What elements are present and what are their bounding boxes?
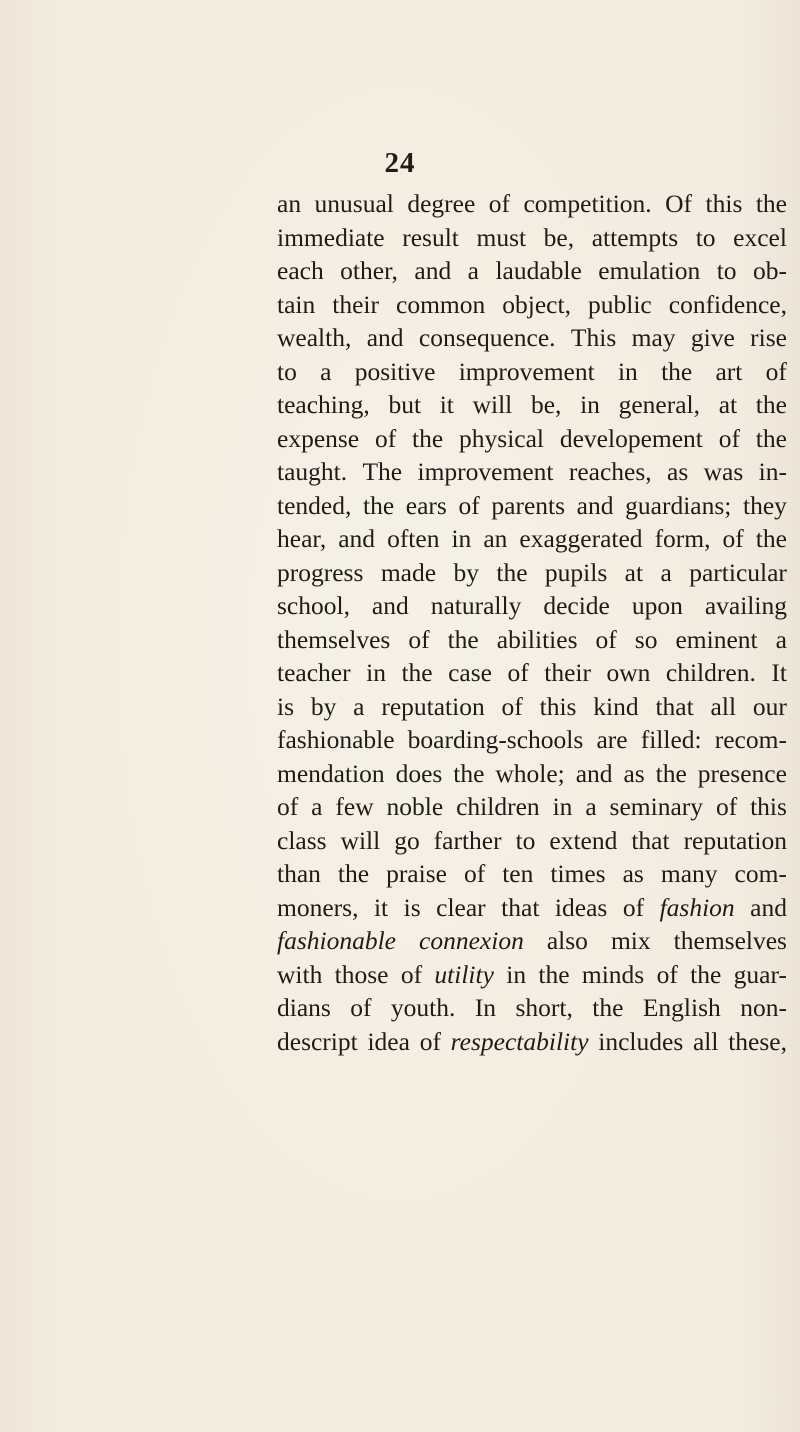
- word: idea: [367, 1026, 410, 1056]
- word: this: [705, 189, 743, 218]
- word: farther: [433, 825, 502, 855]
- word: boarding-schools: [407, 725, 584, 754]
- word: of: [488, 189, 511, 218]
- word: themselves: [673, 926, 787, 955]
- word: as: [623, 758, 645, 788]
- text-line: [277, 187, 787, 221]
- word: teaching,: [277, 390, 370, 419]
- word: will: [472, 390, 513, 419]
- word: the: [337, 859, 370, 888]
- word: object,: [502, 289, 571, 319]
- word: it: [439, 390, 454, 419]
- word: a: [320, 356, 332, 386]
- word: by: [453, 557, 479, 587]
- word: at: [718, 390, 738, 419]
- word: may: [631, 323, 676, 352]
- word: of: [277, 792, 299, 821]
- word: an: [483, 524, 508, 553]
- word: exaggerated: [519, 524, 643, 553]
- word: rise: [750, 323, 787, 352]
- word: our: [752, 691, 787, 721]
- word: of: [718, 423, 740, 453]
- text-line: [277, 388, 787, 422]
- word: the: [592, 993, 624, 1022]
- word: of: [765, 356, 787, 386]
- word: and: [366, 323, 404, 352]
- word: in: [506, 959, 527, 989]
- word: non-: [740, 993, 787, 1022]
- word: those: [334, 959, 389, 989]
- word: immediate: [277, 222, 385, 252]
- word: It: [771, 658, 787, 687]
- word: of: [501, 691, 523, 721]
- word: of: [400, 959, 423, 989]
- word: noble: [386, 792, 444, 821]
- word: and: [576, 490, 614, 520]
- word: and: [575, 758, 613, 788]
- word: few: [335, 792, 374, 821]
- word: children.: [665, 658, 756, 687]
- word: themselves: [277, 624, 391, 654]
- text-line: [277, 891, 787, 925]
- word: mendation: [277, 758, 385, 788]
- word: all: [692, 1026, 719, 1056]
- word: of: [419, 1026, 441, 1056]
- word: also: [546, 926, 588, 955]
- word: in-: [758, 457, 787, 486]
- word: ob-: [753, 256, 787, 285]
- word: to: [277, 356, 297, 386]
- word: presence: [697, 758, 787, 788]
- word: clear: [436, 892, 486, 922]
- word: progress: [277, 557, 364, 587]
- word: to: [716, 256, 737, 285]
- word: an: [277, 189, 302, 218]
- word: reaches,: [568, 457, 652, 486]
- word: does: [395, 758, 443, 788]
- word: a: [585, 792, 597, 821]
- text-line: [277, 723, 787, 757]
- word: of: [374, 423, 397, 453]
- word: and: [338, 524, 376, 553]
- word: extend: [549, 825, 618, 855]
- page-number: 24: [384, 147, 416, 179]
- word: the: [496, 557, 528, 587]
- word: at: [624, 557, 644, 587]
- word: they: [743, 490, 787, 520]
- text-line: [277, 1025, 787, 1059]
- word: times: [550, 859, 606, 888]
- word: this: [750, 792, 787, 821]
- word: the: [538, 959, 570, 989]
- word: this: [539, 691, 577, 721]
- word: the: [755, 524, 787, 553]
- word: reputation: [381, 691, 485, 721]
- word: the: [363, 490, 395, 520]
- text-line: [277, 757, 787, 791]
- word: public: [587, 289, 652, 319]
- word: in: [580, 390, 600, 419]
- word: pupils: [544, 557, 608, 587]
- word-italic: connexion: [419, 926, 524, 955]
- text-line: [277, 422, 787, 456]
- word: own: [606, 658, 651, 687]
- word: as: [622, 859, 644, 888]
- word: the: [755, 423, 787, 453]
- word: seminary: [609, 792, 704, 821]
- word: upon: [631, 591, 683, 620]
- word: consequence.: [418, 323, 556, 352]
- word: to: [515, 825, 536, 855]
- word: of: [622, 892, 645, 922]
- body-text: [277, 187, 787, 1058]
- word: case: [448, 658, 492, 687]
- text-line: [277, 321, 787, 355]
- text-line: [277, 623, 787, 657]
- word: reputation: [683, 825, 787, 855]
- text-line: [277, 824, 787, 858]
- word: decide: [543, 591, 610, 620]
- word: in: [617, 356, 638, 386]
- word: descript: [277, 1026, 358, 1056]
- word: expense: [277, 423, 360, 453]
- text-line: [277, 656, 787, 690]
- text-line: [277, 924, 787, 958]
- word-italic: fashion: [659, 892, 735, 922]
- word: praise: [386, 859, 447, 888]
- word: com-: [734, 859, 787, 888]
- word: positive: [354, 356, 436, 386]
- word: the: [755, 189, 787, 218]
- word: children: [456, 792, 540, 821]
- word: taught.: [277, 457, 348, 486]
- word: than: [277, 859, 321, 888]
- word: so: [634, 624, 658, 654]
- word: excel: [733, 222, 787, 252]
- word: kind: [593, 691, 639, 721]
- word: Of: [665, 189, 693, 218]
- word: youth.: [390, 993, 456, 1022]
- word: but: [388, 390, 422, 419]
- word: result: [402, 222, 459, 252]
- word: common: [396, 289, 486, 319]
- text-line: [277, 221, 787, 255]
- word: guar-: [733, 959, 787, 989]
- word: tended,: [277, 490, 352, 520]
- word-italic: utility: [434, 959, 494, 989]
- word: give: [690, 323, 735, 352]
- word: filled:: [640, 725, 702, 754]
- word: naturally: [430, 591, 522, 620]
- word: a: [311, 792, 323, 821]
- text-line: [277, 355, 787, 389]
- word: all: [710, 691, 737, 721]
- word: particular: [689, 557, 787, 587]
- word: of: [350, 993, 372, 1022]
- word: these,: [728, 1026, 787, 1056]
- word: This: [570, 323, 617, 352]
- word: the: [401, 658, 433, 687]
- text-line: [277, 589, 787, 623]
- word: by: [310, 691, 337, 721]
- word: of: [595, 624, 617, 654]
- word: hear,: [277, 524, 327, 553]
- word: emulation: [598, 256, 701, 285]
- word: in: [366, 658, 386, 687]
- word: are: [596, 725, 628, 754]
- word: a: [660, 557, 672, 587]
- word: eminent: [675, 624, 758, 654]
- word: of: [722, 524, 744, 553]
- word: recom-: [714, 725, 787, 754]
- word: of: [458, 490, 480, 520]
- word: other,: [340, 256, 398, 285]
- word: in: [451, 524, 472, 553]
- word: will: [340, 825, 381, 855]
- word: the: [690, 959, 722, 989]
- text-line: [277, 254, 787, 288]
- word: that: [631, 825, 670, 855]
- word: often: [387, 524, 440, 553]
- word: minds: [581, 959, 645, 989]
- word: attempts: [591, 222, 679, 252]
- word: short,: [515, 993, 573, 1022]
- word: unusual: [314, 189, 394, 218]
- word-italic: fashionable: [277, 926, 396, 955]
- word: laudable: [495, 256, 582, 285]
- word: with: [277, 959, 323, 989]
- word: each: [277, 256, 324, 285]
- word: go: [394, 825, 420, 855]
- word: confidence,: [668, 289, 787, 319]
- word: whole;: [495, 758, 565, 788]
- word: that: [655, 691, 694, 721]
- word: their: [332, 289, 379, 319]
- word: in: [552, 792, 573, 821]
- word: a: [775, 624, 787, 654]
- word: In: [474, 993, 497, 1022]
- word: art: [715, 356, 743, 386]
- word: is: [277, 691, 295, 721]
- word: a: [467, 256, 479, 285]
- word: includes: [598, 1026, 684, 1056]
- word: ten: [502, 859, 534, 888]
- word: competition.: [523, 189, 652, 218]
- word: ears: [405, 490, 447, 520]
- word: guardians;: [625, 490, 732, 520]
- word: the: [412, 423, 444, 453]
- word: improvement: [458, 356, 595, 386]
- word: mix: [610, 926, 651, 955]
- word: school,: [277, 591, 350, 620]
- text-line: [277, 522, 787, 556]
- word: of: [715, 792, 738, 821]
- text-line: [277, 455, 787, 489]
- word: the: [655, 758, 687, 788]
- word: general,: [618, 390, 701, 419]
- text-line: [277, 790, 787, 824]
- word: be,: [543, 222, 575, 252]
- word: class: [277, 825, 327, 855]
- word: abilities: [496, 624, 578, 654]
- word: of: [656, 959, 678, 989]
- word: tain: [277, 289, 316, 319]
- word: the: [661, 356, 693, 386]
- word: fashionable: [277, 725, 395, 754]
- text-line: [277, 958, 787, 992]
- word-italic: respectability: [450, 1026, 589, 1056]
- word: must: [476, 222, 527, 252]
- text-line: [277, 690, 787, 724]
- word: ideas: [554, 892, 608, 922]
- text-line: [277, 556, 787, 590]
- word: that: [501, 892, 540, 922]
- word: improvement: [417, 457, 554, 486]
- word: teacher: [277, 658, 351, 687]
- word: and: [750, 892, 787, 922]
- word: developement: [559, 423, 703, 453]
- word: the: [755, 390, 787, 419]
- word: dians: [277, 993, 331, 1022]
- word: the: [453, 758, 485, 788]
- word: made: [380, 557, 437, 587]
- text-line: [277, 489, 787, 523]
- word: degree: [407, 189, 476, 218]
- word: availing: [704, 591, 787, 620]
- word: of: [507, 658, 529, 687]
- word: parents: [491, 490, 566, 520]
- word: and: [414, 256, 452, 285]
- text-line: [277, 857, 787, 891]
- text-line: [277, 991, 787, 1025]
- word: and: [371, 591, 409, 620]
- word: many: [660, 859, 718, 888]
- word: as: [667, 457, 689, 486]
- text-line: [277, 288, 787, 322]
- word: to: [695, 222, 716, 252]
- word: moners,: [277, 892, 359, 922]
- word: the: [447, 624, 479, 654]
- word: of: [463, 859, 486, 888]
- word: English: [642, 993, 721, 1022]
- word: their: [544, 658, 591, 687]
- word: The: [362, 457, 403, 486]
- word: physical: [459, 423, 545, 453]
- word: be,: [530, 390, 562, 419]
- word: is: [403, 892, 421, 922]
- word: wealth,: [277, 323, 352, 352]
- word: was: [703, 457, 744, 486]
- word: form,: [654, 524, 711, 553]
- word: of: [408, 624, 430, 654]
- word: it: [373, 892, 389, 922]
- word: a: [353, 691, 365, 721]
